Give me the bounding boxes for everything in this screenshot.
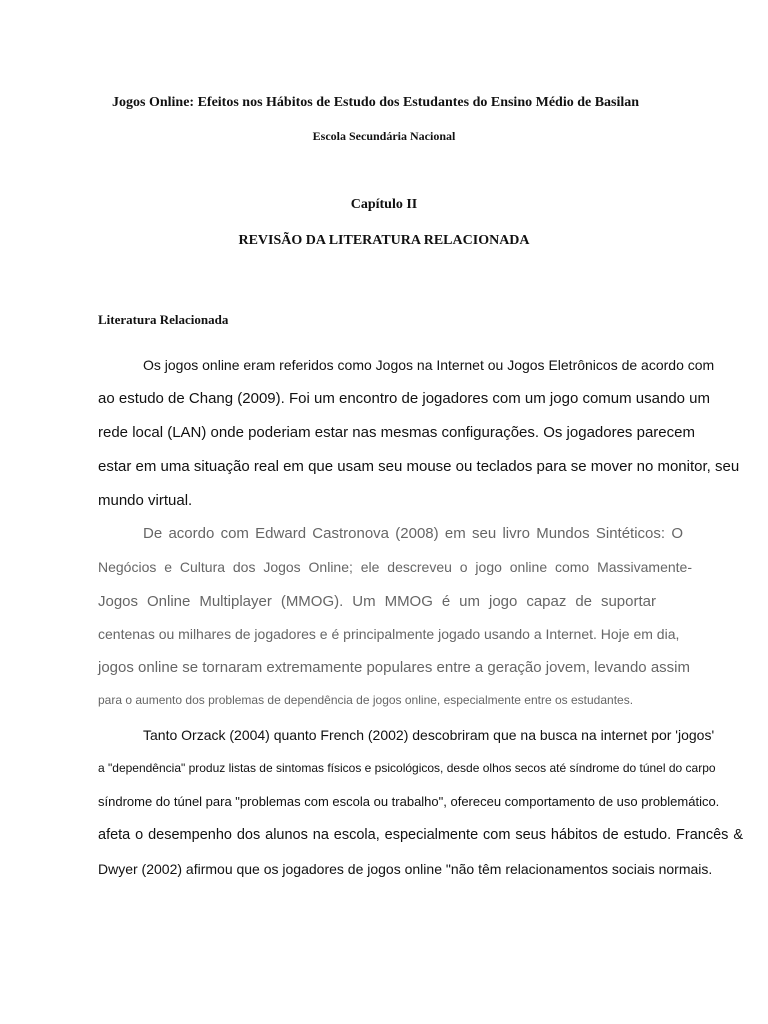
paragraph-line: afeta o desempenho dos alunos na escola, especialmente com seus hábitos de estudo. Francês & (98, 827, 743, 843)
school-name: Escola Secundária Nacional (312, 129, 456, 143)
paragraph-line: Jogos Online Multiplayer (MMOG). Um MMOG é um jogo capaz de suportar (98, 593, 656, 610)
paragraph-line: Negócios e Cultura dos Jogos Online; ele descreveu o jogo online como Massivamente- (98, 559, 692, 575)
paragraph-line: Os jogos online eram referidos como Jogos na Internet ou Jogos Eletrônicos de acordo com (143, 357, 715, 373)
paragraph-line: Tanto Orzack (2004) quanto French (2002) descobriram que na busca na internet por 'jogos' (143, 727, 715, 743)
paragraph-line: jogos online se tornaram extremamente populares entre a geração jovem, levando assim (98, 659, 690, 676)
paragraph-line: para o aumento dos problemas de dependência de jogos online, especialmente entre os estudantes. (98, 693, 634, 707)
chapter-number: Capítulo II (350, 197, 418, 212)
chapter-heading: REVISÃO DA LITERATURA RELACIONADA (238, 233, 530, 248)
section-heading: Literatura Relacionada (98, 312, 229, 327)
paragraph-line: estar em uma situação real em que usam seu mouse ou teclados para se mover no monitor, seu (98, 458, 740, 475)
paragraph-line: Dwyer (2002) afirmou que os jogadores de jogos online "não têm relacionamentos sociais normais. (98, 861, 713, 877)
document-title: Jogos Online: Efeitos nos Hábitos de Estudo dos Estudantes do Ensino Médio de Basilan (112, 95, 640, 110)
paragraph-line: a "dependência" produz listas de sintomas físicos e psicológicos, desde olhos secos até síndrome do túnel do carpo (98, 761, 716, 775)
paragraph-line: De acordo com Edward Castronova (2008) em seu livro Mundos Sintéticos: O (143, 525, 683, 542)
paragraph-line: mundo virtual. (98, 492, 193, 509)
paragraph-line: ao estudo de Chang (2009). Foi um encontro de jogadores com um jogo comum usando um (98, 390, 711, 407)
paragraph-line: centenas ou milhares de jogadores e é principalmente jogado usando a Internet. Hoje em dia, (98, 626, 680, 642)
paragraph-line: rede local (LAN) onde poderiam estar nas mesmas configurações. Os jogadores parecem (98, 424, 695, 441)
paragraph-line: síndrome do túnel para "problemas com escola ou trabalho", ofereceu comportamento de uso problemático. (98, 794, 720, 809)
